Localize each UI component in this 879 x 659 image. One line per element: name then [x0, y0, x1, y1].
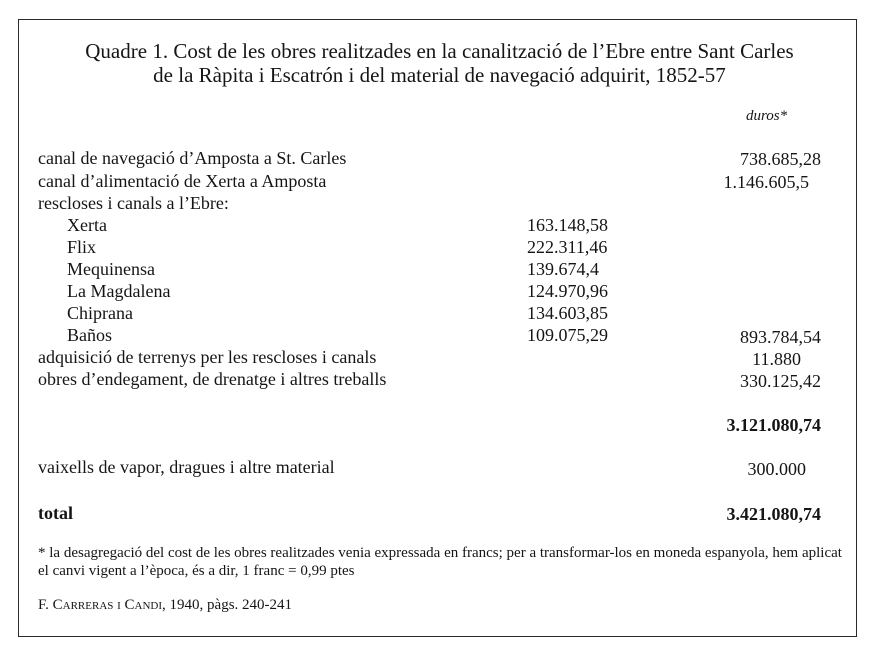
grand-total-label: total: [38, 503, 73, 523]
table-title-line-1: Quadre 1. Cost de les obres realitzades en la canalització de l’Ebre entre Sant Carles: [85, 39, 794, 63]
row-value-banos: 109.075,29: [527, 325, 608, 345]
row-total-obres-endegament: 330.125,42: [740, 371, 821, 391]
row-total-rescloses: 893.784,54: [740, 327, 821, 347]
row-total-vaixells: 300.000: [747, 459, 806, 479]
grand-total-value: 3.421.080,74: [726, 504, 821, 524]
row-label-rescloses: rescloses i canals a l’Ebre:: [38, 193, 229, 213]
subtotal-value: 3.121.080,74: [726, 415, 821, 435]
row-total-adquisicio: 11.880: [752, 349, 801, 369]
row-label-chiprana: Chiprana: [67, 303, 133, 323]
row-label-banos: Baños: [67, 325, 112, 345]
row-total-canal-alimentacio: 1.146.605,5: [723, 172, 809, 192]
row-value-la-magdalena: 124.970,96: [527, 281, 608, 301]
footnote: * la desagregació del cost de les obres realitzades venia expressada en francs; per a transformar-los en moneda espanyola, hem aplicat el canvi vigent a l’època, és a dir, 1 franc = 0,99 ptes: [38, 545, 842, 579]
source-citation: [38, 596, 292, 614]
row-value-mequinensa: 139.674,4: [527, 259, 599, 279]
row-value-chiprana: 134.603,85: [527, 303, 608, 323]
row-label-canal-alimentacio: canal d’alimentació de Xerta a Amposta: [38, 171, 327, 191]
row-label-flix: Flix: [67, 237, 97, 257]
source-details: , 1940, pàgs. 240-241: [162, 597, 293, 613]
row-label-canal-navegacio: canal de navegació d’Amposta a St. Carles: [38, 148, 347, 168]
unit-label: duros*: [746, 108, 788, 124]
row-label-adquisicio: adquisició de terrenys per les rescloses i canals: [38, 347, 377, 367]
table-title-line-2: de la Ràpita i Escatrón i del material de navegació adquirit, 1852-57: [153, 63, 726, 87]
row-label-vaixells: vaixells de vapor, dragues i altre material: [38, 457, 335, 477]
row-label-mequinensa: Mequinensa: [67, 259, 155, 279]
row-label-xerta: Xerta: [67, 215, 107, 235]
row-value-flix: 222.311,46: [527, 237, 608, 257]
row-total-canal-navegacio: 738.685,28: [740, 149, 821, 169]
row-label-obres-endegament: obres d’endegament, de drenatge i altres treballs: [38, 369, 387, 389]
source-author: F. Carreras i Candi: [38, 597, 163, 613]
row-label-la-magdalena: La Magdalena: [67, 281, 171, 301]
row-value-xerta: 163.148,58: [527, 215, 608, 235]
